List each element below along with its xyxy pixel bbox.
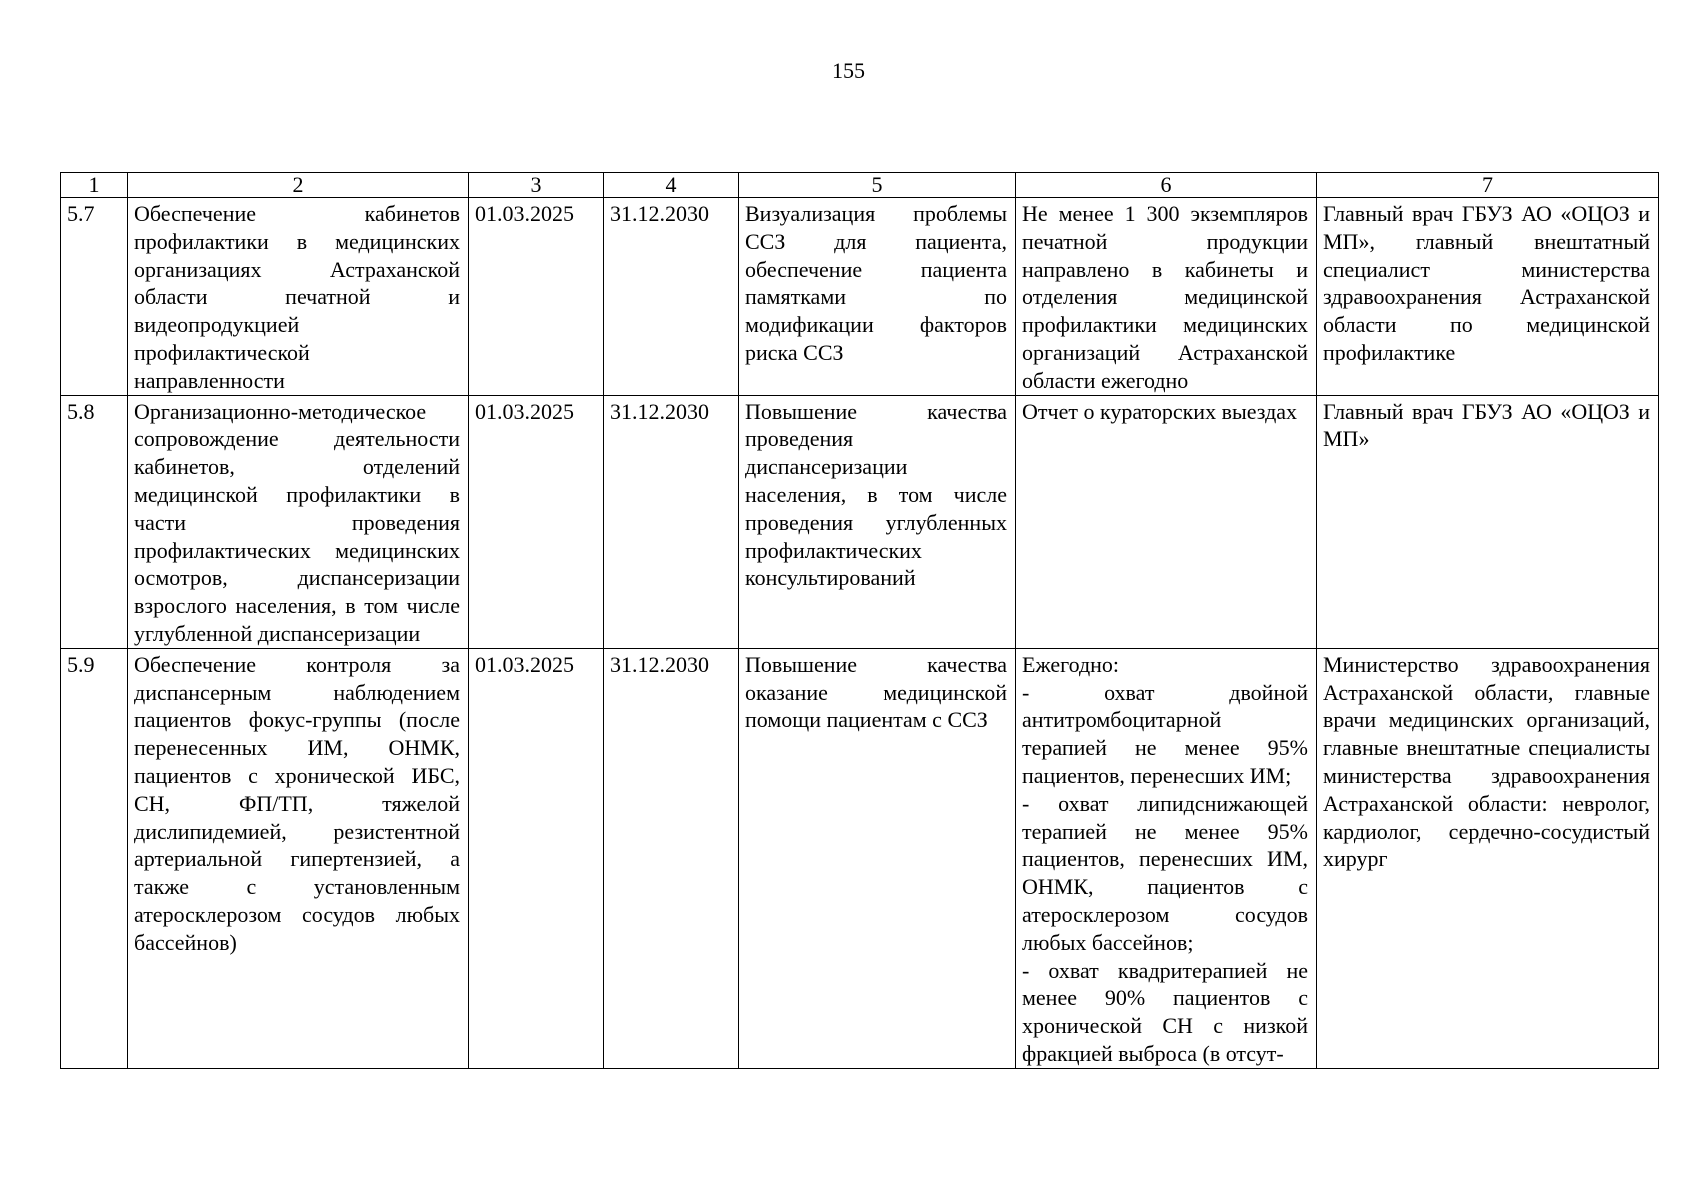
end-date-cell: 31.12.2030 <box>604 395 739 648</box>
header-cell: 7 <box>1317 173 1659 198</box>
result-cell: Повышение качества проведения диспансеризации населения, в том числе проведения углубленных профилактических консультирований <box>739 395 1016 648</box>
indicator-item: - охват квадритерапией не менее 90% пациентов с хронической СН с низкой фракцией выброса (в отсут- <box>1022 957 1308 1066</box>
indicator-cell <box>1016 648 1317 1068</box>
event-cell: Организационно-методическое сопровождение деятельности кабинетов, отделений медицинской профилактики в части проведения профилактических медицинских осмотров, диспансеризации взрослого населения, в том числе углубленной диспансеризации <box>128 395 469 648</box>
header-cell: 1 <box>61 173 128 198</box>
row-number: 5.7 <box>61 198 128 396</box>
indicator-item: - охват двойной антитромбоцитарной терапией не менее 95% пациентов, перенесших ИМ; <box>1022 679 1308 788</box>
indicator-item: - охват липидснижающей терапией не менее 95% пациентов, перенесших ИМ, ОНМК, пациентов с атеросклерозом сосудов любых бассейнов; <box>1022 790 1308 955</box>
row-number: 5.9 <box>61 648 128 1068</box>
table-row <box>61 395 1659 648</box>
indicator-cell: Отчет о кураторских выездах <box>1016 395 1317 648</box>
table-row <box>61 198 1659 396</box>
responsible-cell: Министерство здравоохранения Астраханской области, главные врачи медицинских организаций, главные внештатные специалисты министерства здравоохранения Астраханской области: невролог, кардиолог, сердечно-сосудистый хирург <box>1317 648 1659 1068</box>
end-date-cell: 31.12.2030 <box>604 198 739 396</box>
start-date-cell: 01.03.2025 <box>469 198 604 396</box>
row-number: 5.8 <box>61 395 128 648</box>
header-cell: 6 <box>1016 173 1317 198</box>
header-row <box>61 173 1659 198</box>
header-cell: 4 <box>604 173 739 198</box>
event-cell: Обеспечение кабинетов профилактики в медицинских организациях Астраханской области печатной и видеопродукцией профилактической направленности <box>128 198 469 396</box>
start-date-cell: 01.03.2025 <box>469 648 604 1068</box>
page-number: 155 <box>832 58 865 83</box>
indicator-cell: Не менее 1 300 экземпляров печатной продукции направлено в кабинеты и отделения медицинской профилактики медицинских организаций Астраханской области ежегодно <box>1016 198 1317 396</box>
start-date-cell: 01.03.2025 <box>469 395 604 648</box>
responsible-cell: Главный врач ГБУЗ АО «ОЦОЗ и МП» <box>1317 395 1659 648</box>
indicator-intro: Ежегодно: <box>1022 651 1120 677</box>
measures-table <box>60 172 1659 1069</box>
result-cell: Повышение качества оказание медицинской помощи пациентам с ССЗ <box>739 648 1016 1068</box>
header-cell: 3 <box>469 173 604 198</box>
table-row <box>61 648 1659 1068</box>
header-cell: 5 <box>739 173 1016 198</box>
event-cell: Обеспечение контроля за диспансерным наблюдением пациентов фокус-группы (после перенесенных ИМ, ОНМК, пациентов с хронической ИБС, СН, ФП/ТП, тяжелой дислипидемией, резистентной артериальной гипертензией, а также с установленным атеросклерозом сосудов любых бассейнов) <box>128 648 469 1068</box>
result-cell: Визуализация проблемы ССЗ для пациента, обеспечение пациента памятками по модификации факторов риска ССЗ <box>739 198 1016 396</box>
header-cell: 2 <box>128 173 469 198</box>
end-date-cell: 31.12.2030 <box>604 648 739 1068</box>
responsible-cell: Главный врач ГБУЗ АО «ОЦОЗ и МП», главный внештатный специалист министерства здравоохранения Астраханской области по медицинской профилактике <box>1317 198 1659 396</box>
